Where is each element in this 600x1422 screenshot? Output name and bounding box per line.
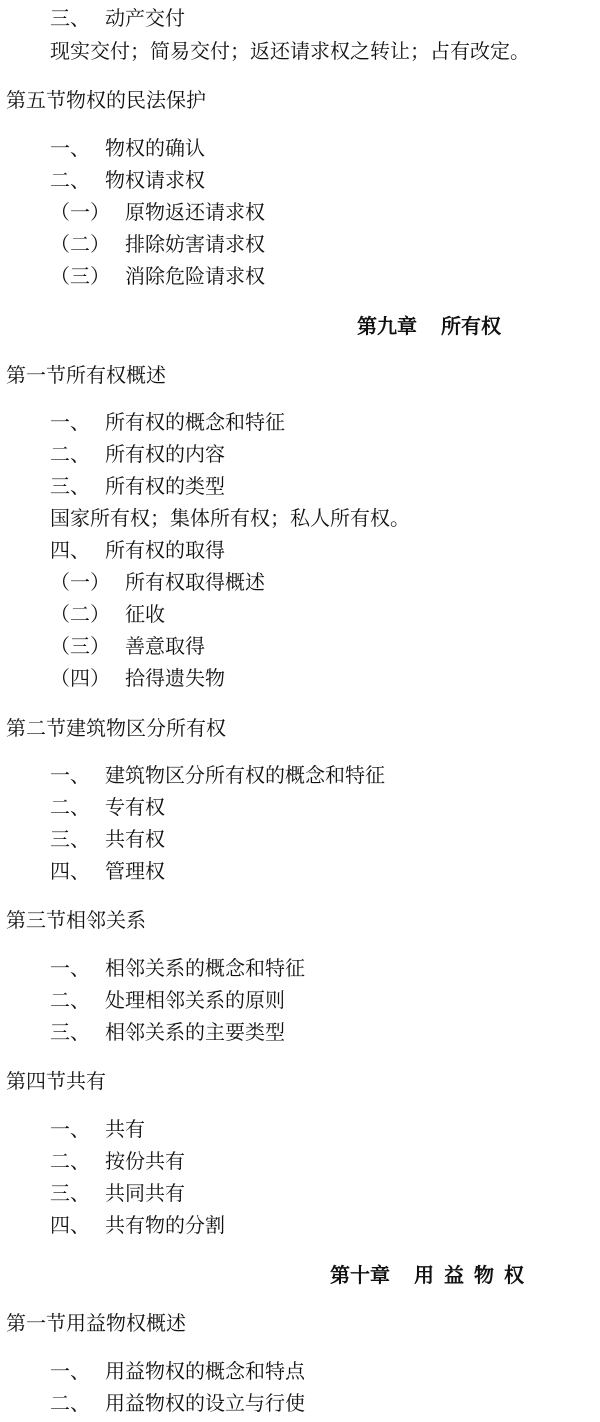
subitem-number: （二） <box>50 232 110 256</box>
section-heading: 第三节相邻关系 <box>6 908 146 932</box>
subitem-number: （三） <box>50 634 110 658</box>
subitem-number: （二） <box>50 602 110 626</box>
section-heading: 第一节所有权概述 <box>6 363 166 387</box>
item-detail: 现实交付；简易交付；返还请求权之转让；占有改定。 <box>50 39 530 63</box>
item-text: 所有权的取得 <box>105 538 225 562</box>
item-number: 二、 <box>50 1149 90 1173</box>
outline-item <box>50 763 385 787</box>
subitem-text: 善意取得 <box>125 634 205 658</box>
item-text: 物权的确认 <box>105 136 205 160</box>
outline-subitem <box>50 634 205 658</box>
chapter-title-char: 用 <box>414 1263 434 1287</box>
item-text: 所有权的概念和特征 <box>105 410 285 434</box>
chapter-title-char: 权 <box>504 1263 524 1287</box>
item-number: 一、 <box>50 1359 90 1383</box>
item-text: 按份共有 <box>105 1149 185 1173</box>
outline-subitem <box>50 666 225 690</box>
item-text: 共有 <box>105 1117 145 1141</box>
item-text: 建筑物区分所有权的概念和特征 <box>105 763 385 787</box>
subitem-number: （三） <box>50 264 110 288</box>
item-text: 动产交付 <box>105 6 185 30</box>
item-number: 二、 <box>50 442 90 466</box>
chapter-heading <box>330 1263 524 1287</box>
outline-item <box>50 1181 185 1205</box>
chapter-title-char: 益 <box>444 1263 464 1287</box>
item-number: 二、 <box>50 988 90 1012</box>
outline-item <box>50 1359 305 1383</box>
subitem-text: 原物返还请求权 <box>125 200 265 224</box>
chapter-title: 所有权 <box>441 314 501 338</box>
outline-item <box>50 442 225 466</box>
outline-item <box>50 1117 145 1141</box>
subitem-number: （四） <box>50 666 110 690</box>
subitem-text: 所有权取得概述 <box>125 570 265 594</box>
item-number: 一、 <box>50 1117 90 1141</box>
outline-item <box>50 474 225 498</box>
item-number: 三、 <box>50 1020 90 1044</box>
outline-subitem <box>50 602 165 626</box>
subitem-number: （一） <box>50 570 110 594</box>
outline-subitem <box>50 264 265 288</box>
item-text: 共有权 <box>105 827 165 851</box>
subitem-number: （一） <box>50 200 110 224</box>
section-heading: 第四节共有 <box>6 1069 106 1093</box>
item-text: 所有权的内容 <box>105 442 225 466</box>
item-number: 三、 <box>50 827 90 851</box>
item-number: 一、 <box>50 136 90 160</box>
item-text: 共同共有 <box>105 1181 185 1205</box>
subitem-text: 征收 <box>125 602 165 626</box>
item-number: 一、 <box>50 763 90 787</box>
chapter-number: 第九章 <box>357 314 417 338</box>
outline-item <box>50 1149 185 1173</box>
item-number: 二、 <box>50 1391 90 1415</box>
outline-item <box>50 538 225 562</box>
item-number: 三、 <box>50 1181 90 1205</box>
item-detail: 国家所有权；集体所有权；私人所有权。 <box>50 506 410 530</box>
item-text: 共有物的分割 <box>105 1213 225 1237</box>
item-text: 管理权 <box>105 859 165 883</box>
subitem-text: 排除妨害请求权 <box>125 232 265 256</box>
item-text: 专有权 <box>105 795 165 819</box>
chapter-title-char: 物 <box>474 1263 494 1287</box>
outline-item <box>50 859 165 883</box>
item-text: 相邻关系的概念和特征 <box>105 956 305 980</box>
outline-item <box>50 988 285 1012</box>
outline-subitem <box>50 200 265 224</box>
item-text: 相邻关系的主要类型 <box>105 1020 285 1044</box>
item-number: 一、 <box>50 956 90 980</box>
item-number: 三、 <box>50 474 90 498</box>
subitem-text: 消除危险请求权 <box>125 264 265 288</box>
chapter-title <box>414 1263 524 1287</box>
outline-subitem <box>50 570 265 594</box>
item-text: 所有权的类型 <box>105 474 225 498</box>
chapter-heading <box>357 314 501 338</box>
section-heading: 第五节物权的民法保护 <box>6 88 206 112</box>
item-number: 二、 <box>50 795 90 819</box>
section-heading: 第二节建筑物区分所有权 <box>6 716 226 740</box>
item-number: 三、 <box>50 6 90 30</box>
item-text: 处理相邻关系的原则 <box>105 988 285 1012</box>
outline-subitem <box>50 232 265 256</box>
outline-item <box>50 1213 225 1237</box>
item-number: 四、 <box>50 859 90 883</box>
outline-item <box>50 1020 285 1044</box>
outline-item <box>50 410 285 434</box>
item-text: 物权请求权 <box>105 168 205 192</box>
outline-item <box>50 827 165 851</box>
outline-item <box>50 795 165 819</box>
item-number: 二、 <box>50 168 90 192</box>
item-number: 四、 <box>50 1213 90 1237</box>
item-number: 四、 <box>50 538 90 562</box>
item-number: 一、 <box>50 410 90 434</box>
outline-item <box>50 136 205 160</box>
section-heading: 第一节用益物权概述 <box>6 1311 186 1335</box>
item-text: 用益物权的概念和特点 <box>105 1359 305 1383</box>
subitem-text: 拾得遗失物 <box>125 666 225 690</box>
outline-item <box>50 6 185 30</box>
outline-item <box>50 1391 305 1415</box>
outline-item <box>50 956 305 980</box>
chapter-number: 第十章 <box>330 1263 390 1287</box>
outline-item <box>50 168 205 192</box>
item-text: 用益物权的设立与行使 <box>105 1391 305 1415</box>
